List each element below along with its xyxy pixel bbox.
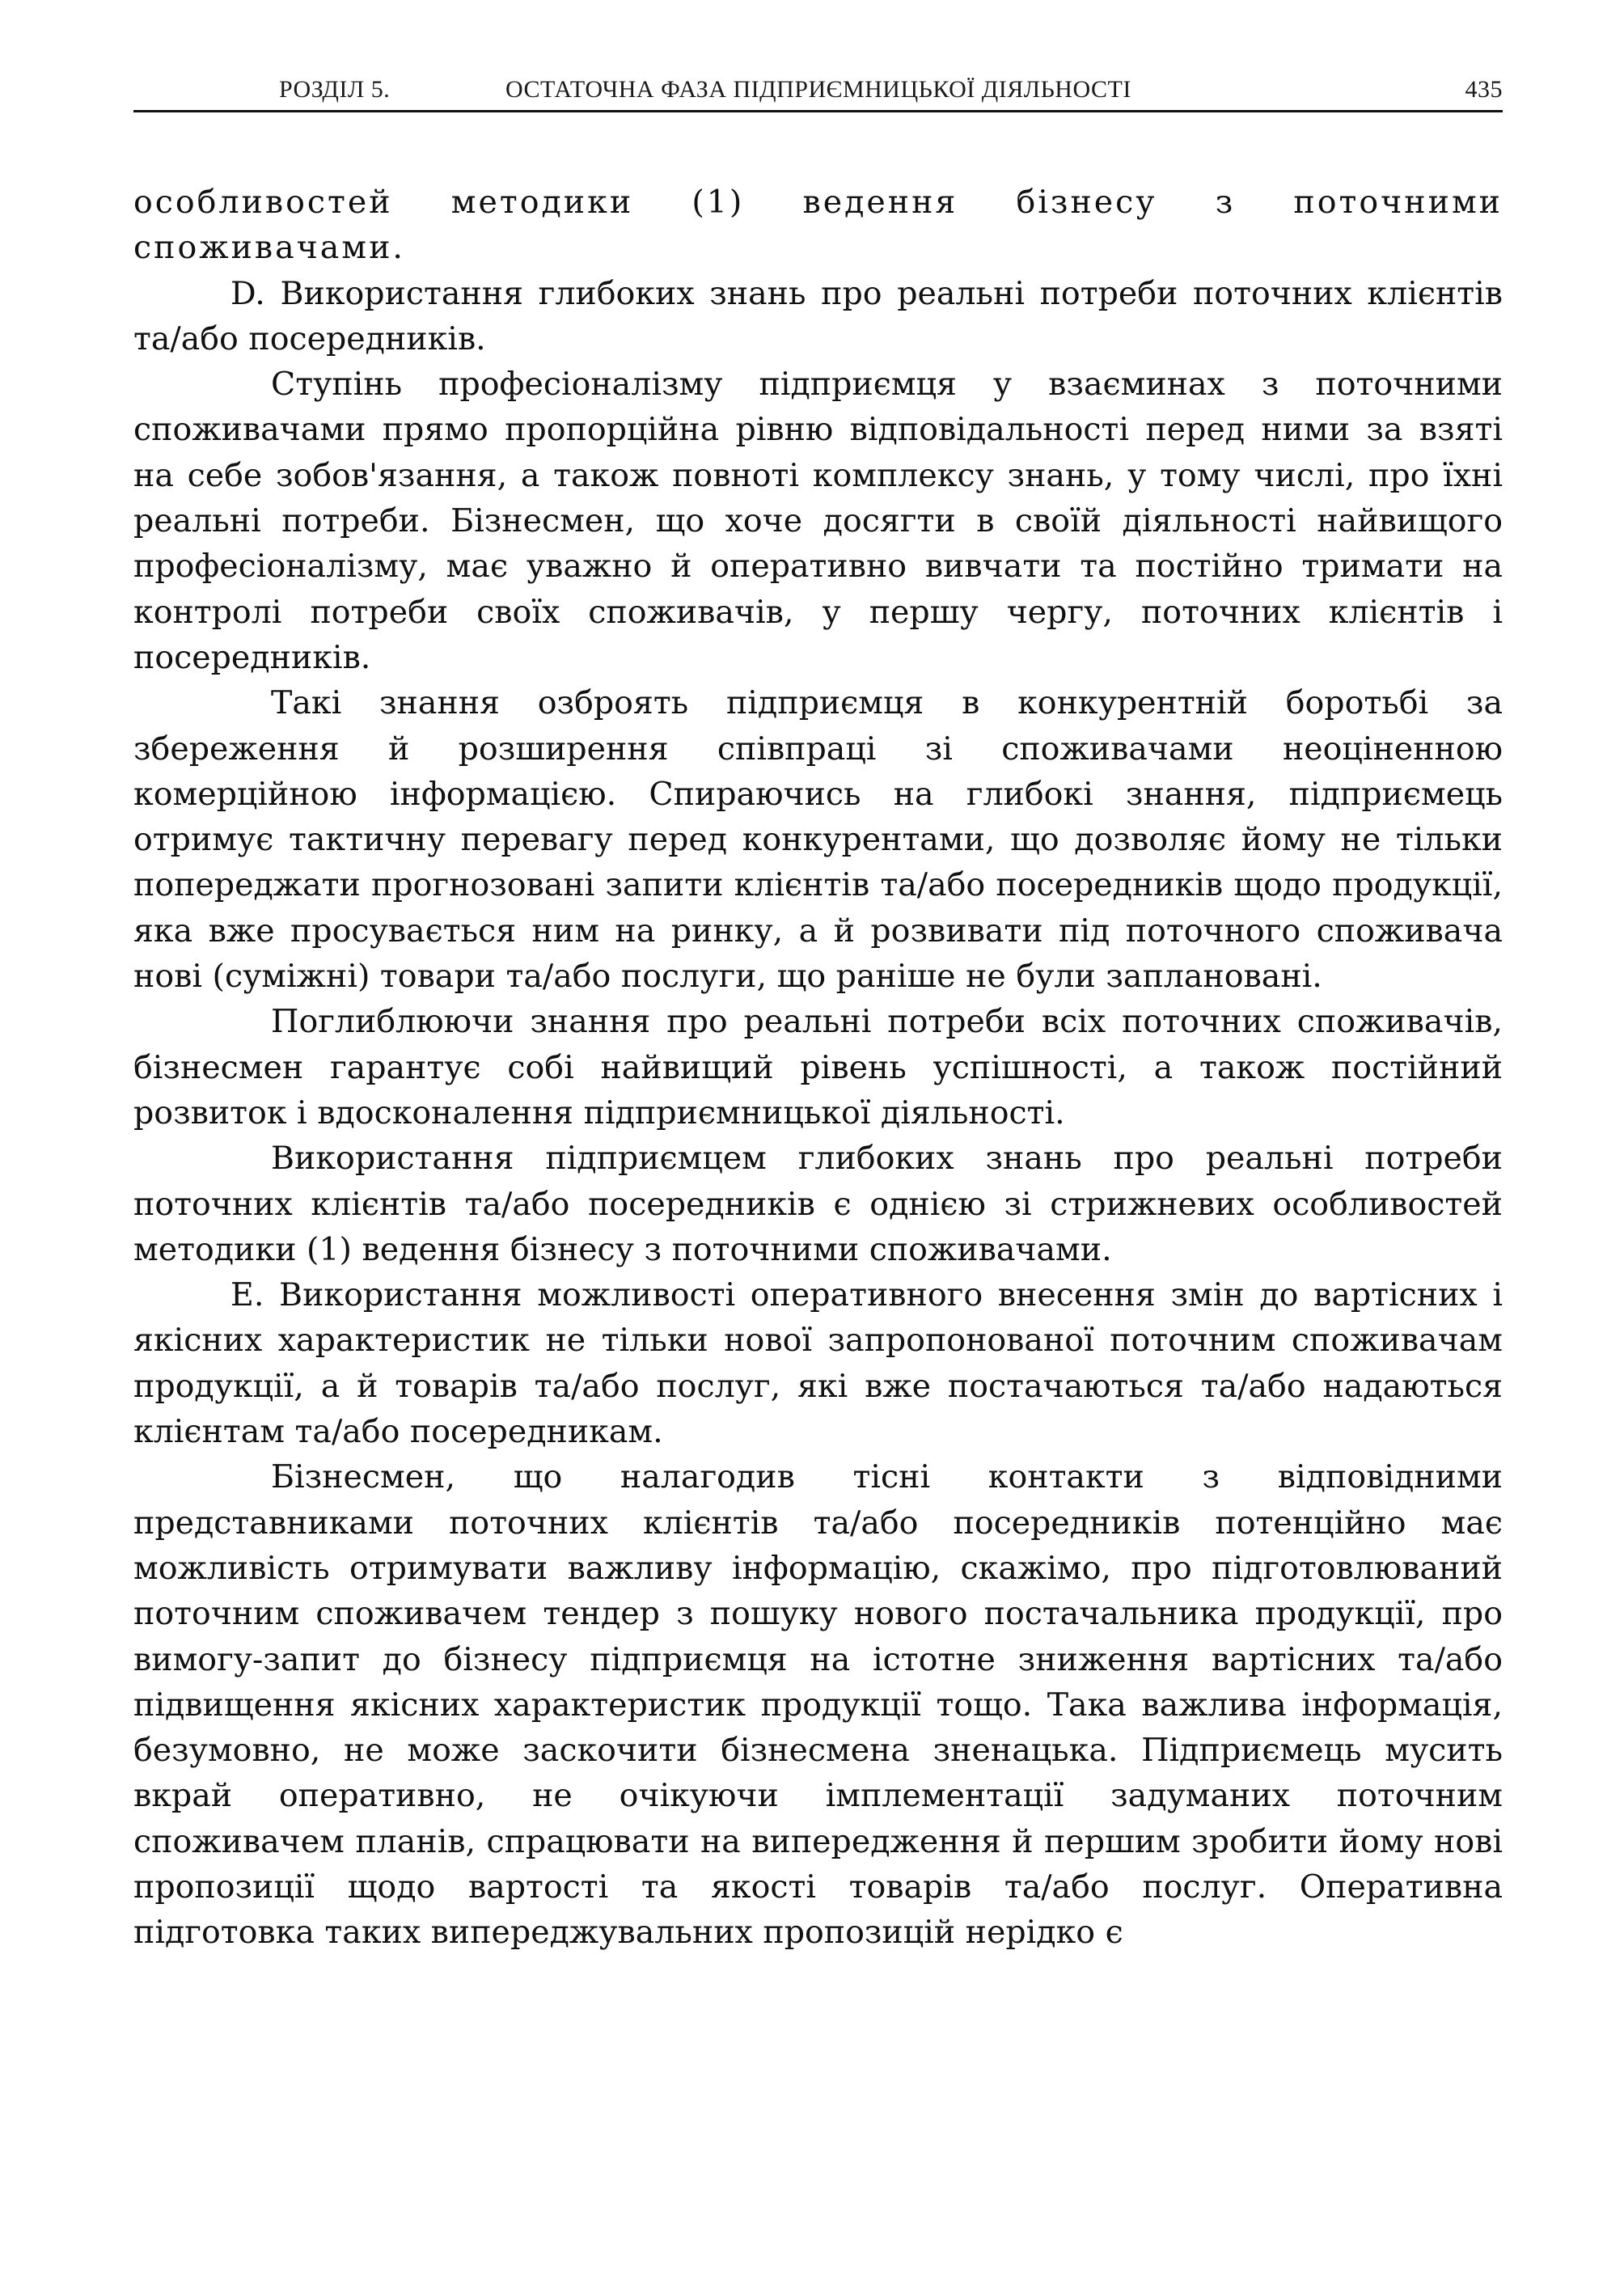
paragraph-continuation: особливостей методики (1) ведення бізнесу з поточними споживачами. xyxy=(133,184,1503,267)
list-item-d: D. Використання глибоких знань про реальні потреби поточних клієнтів та/або посередників. xyxy=(133,274,1503,357)
running-header xyxy=(133,71,1503,113)
page-number: 435 xyxy=(1465,76,1503,103)
paragraph: Такі знання озброять підприємця в конкурентній боротьбі за збереження й розширення співпраці зі споживачами неоціненною комерційною інформацією. Спираючись на глибокі знання, підприємець отримує тактичну перевагу перед конкурентами, що дозволяє йому не тільки попереджати прогнозовані запити клієнтів та/або посередників щодо продукції, яка вже просувається ним на ринку, а й розвивати під поточного споживача нові (суміжні) товари та/або послуги, що раніше не були заплановані. xyxy=(133,684,1503,996)
paragraph: Використання підприємцем глибоких знань про реальні потреби поточних клієнтів та/або посередників є однією зі стрижневих особливостей методики (1) ведення бізнесу з поточними споживачами. xyxy=(133,1140,1503,1268)
list-item-e: E. Використання можливості оперативного внесення змін до вартісних і якісних характеристик не тільки нової запропонованої поточним споживачам продукції, а й товарів та/або послуг, які вже постачаються та/або надаються клієнтам та/або посередникам. xyxy=(133,1276,1503,1451)
header-rule xyxy=(133,110,1503,112)
paragraph: Бізнесмен, що налагодив тісні контакти з відповідними представниками поточних клієнтів та/або посередників потенційно має можливість отримувати важливу інформацію, скажімо, про підготовлюваний поточним споживачем тендер з пошуку нового постачальника продукції, про вимогу-запит до бізнесу підприємця на істотне зниження вартісних та/або підвищення якісних характеристик продукції тощо. Така важлива інформація, безумовно, не може заскочити бізнесмена зненацька. Підприємець мусить вкрай оперативно, не очікуючи імплементації задуманих поточним споживачем планів, спрацювати на випередження й першим зробити йому нові пропозиції щодо вартості та якості товарів та/або послуг. Оперативна підготовка таких випереджувальних пропозицій нерідко є xyxy=(133,1458,1503,1952)
body-text xyxy=(133,180,1503,1956)
chapter-label: РОЗДІЛ 5. xyxy=(279,76,391,103)
chapter-title: ОСТАТОЧНА ФАЗА ПІДПРИЄМНИЦЬКОЇ ДІЯЛЬНОСТІ xyxy=(505,76,1131,103)
paragraph: Поглиблюючи знання про реальні потреби всіх поточних споживачів, бізнесмен гарантує собі найвищий рівень успішності, а також постійний розвиток і вдосконалення підприємницької діяльності. xyxy=(133,1003,1503,1132)
paragraph: Ступінь професіоналізму підприємця у взаєминах з поточними споживачами прямо пропорційна рівню відповідальності перед ними за взяті на себе зобов'язання, а також повноті комплексу знань, у тому числі, про їхні реальні потреби. Бізнесмен, що хоче досягти в своїй діяльності найвищого професіоналізму, має уважно й оперативно вивчати та постійно тримати на контролі потреби своїх споживачів, у першу чергу, поточних клієнтів і посередників. xyxy=(133,366,1503,676)
